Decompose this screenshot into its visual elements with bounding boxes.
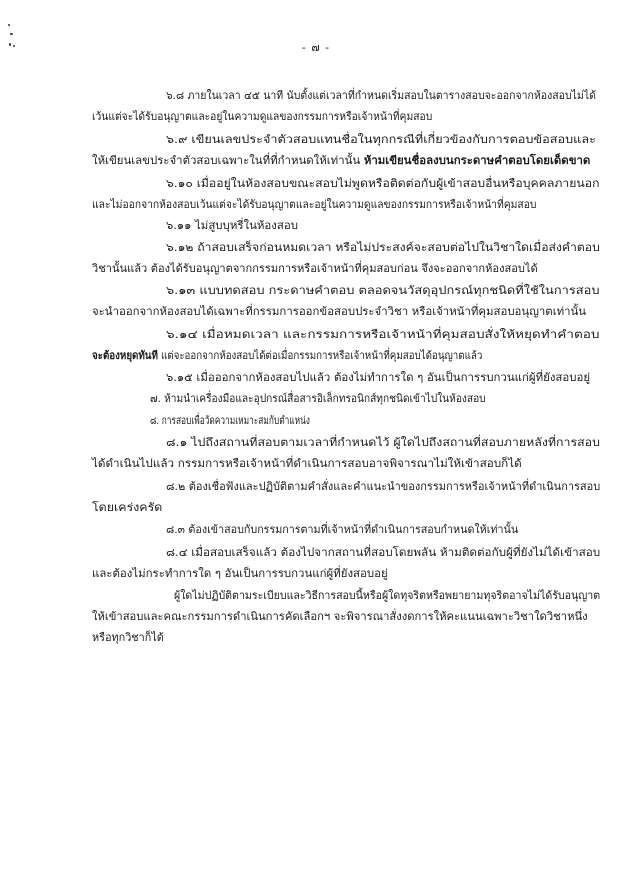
text-line: วิชานั้นแล้ว ต้องได้รับอนุญาตจากกรรมการหรือเจ้าหน้าที่คุมสอบก่อน จึงจะออกจากห้องสอบได้ bbox=[92, 262, 538, 275]
emphasis-text: ห้ามเขียนชื่อลงบนกระดาษคำตอบโดยเด็ดขาด bbox=[363, 154, 591, 167]
text-line: จะนำออกจากห้องสอบได้เฉพาะที่กรรมการออกข้อสอบประจำวิชา หรือเจ้าหน้าที่คุมสอบอนุญาตเท่านั้น bbox=[92, 305, 587, 318]
text-line: หรือทุกวิชาก็ได้ bbox=[92, 631, 164, 644]
scan-speck bbox=[8, 24, 10, 26]
text-line: ๘. การสอบเพื่อวัดความเหมาะสมกับตำแหน่ง bbox=[150, 414, 310, 427]
text-line: ๖.๑๑ ไม่สูบบุหรี่ในห้องสอบ bbox=[166, 219, 298, 232]
text-line: ๘.๒ ต้องเชื่อฟังและปฏิบัติตามคำสั่งและคำแนะนำของกรรมการหรือเจ้าหน้าที่ดำเนินการสอบ bbox=[166, 480, 601, 493]
text-line: ๖.๑๕ เมื่อออกจากห้องสอบไปแล้ว ต้องไม่ทำการใด ๆ อันเป็นการรบกวนแก่ผู้ที่ยังสอบอยู่ bbox=[166, 371, 591, 384]
text-segment: แต่จะออกจากห้องสอบได้ต่อเมื่อกรรมการหรือเจ้าหน้าที่คุมสอบได้อนุญาตแล้ว bbox=[157, 349, 483, 362]
text-line: และต้องไม่กระทำการใด ๆ อันเป็นการรบกวนแก่ผู้ที่ยังสอบอยู่ bbox=[92, 567, 388, 580]
text-segment: ให้เขียนเลขประจำตัวสอบเฉพาะในที่ที่กำหนดให้เท่านั้น bbox=[92, 154, 364, 167]
text-line: ผู้ใดไม่ปฏิบัติตามระเบียบและวิธีการสอบนี้หรือผู้ใดทุจริตหรือพยายามทุจริตอาจไม่ได้รับอนุญาต bbox=[174, 589, 601, 602]
text-line: ได้ดำเนินไปแล้ว กรรมการหรือเจ้าหน้าที่ดำเนินการสอบอาจพิจารณาไม่ให้เข้าสอบก็ได้ bbox=[92, 457, 522, 470]
text-line: โดยเคร่งครัด bbox=[92, 501, 163, 514]
text-line: ๖.๑๐ เมื่ออยู่ในห้องสอบขณะสอบไม่พูดหรือติดต่อกับผู้เข้าสอบอื่นหรือบุคคลภายนอก bbox=[166, 177, 600, 190]
text-line bbox=[92, 349, 482, 363]
page-number: - ๗ - bbox=[301, 41, 331, 54]
text-line bbox=[92, 154, 590, 168]
text-line: ๘.๔ เมื่อสอบเสร็จแล้ว ต้องไปจากสถานที่สอบโดยพลัน ห้ามติดต่อกับผู้ที่ยังไม่ได้เข้าสอบ bbox=[166, 546, 601, 559]
text-line: ๖.๑๔ เมื่อหมดเวลา และกรรมการหรือเจ้าหน้าที่คุมสอบสั่งให้หยุดทำคำตอบ bbox=[166, 328, 600, 341]
text-line: เว้นแต่จะได้รับอนุญาตและอยู่ในความดูแลของกรรมการหรือเจ้าหน้าที่คุมสอบ bbox=[92, 110, 433, 123]
text-line: ๘.๓ ต้องเข้าสอบกับกรรมการตามที่เจ้าหน้าที่ดำเนินการสอบกำหนดให้เท่านั้น bbox=[166, 523, 519, 536]
text-line: ให้เข้าสอบและคณะกรรมการดำเนินการคัดเลือกฯ จะพิจารณาสั่งงดการให้คะแนนเฉพาะวิชาใดวิชาหนึ่ง bbox=[92, 610, 588, 623]
text-line: ๖.๑๓ แบบทดสอบ กระดาษคำตอบ ตลอดจนวัสดุอุปกรณ์ทุกชนิดที่ใช้ในการสอบ bbox=[166, 284, 600, 297]
emphasis-text: จะต้องหยุดทันที bbox=[92, 349, 158, 362]
text-line: และไม่ออกจากห้องสอบเว้นแต่จะได้รับอนุญาตและอยู่ในความดูแลของกรรมการหรือเจ้าหน้าที่คุมสอบ bbox=[92, 198, 537, 211]
text-line: ๖.๘ ภายในเวลา ๔๕ นาที นับตั้งแต่เวลาที่กำหนดเริ่มสอบในตารางสอบจะออกจากห้องสอบไม่ได้ bbox=[166, 89, 596, 102]
text-line: ๘.๑ ไปถึงสถานที่สอบตามเวลาที่กำหนดไว้ ผู้ใดไปถึงสถานที่สอบภายหลังที่การสอบ bbox=[166, 436, 600, 449]
scan-speck bbox=[10, 33, 13, 35]
text-line: ๖.๑๒ ถ้าสอบเสร็จก่อนหมดเวลา หรือไม่ประสงค์จะสอบต่อไปในวิชาใดเมื่อส่งคำตอบ bbox=[166, 241, 600, 254]
text-line: ๖.๙ เขียนเลขประจำตัวสอบแทนชื่อในทุกกรณีที่เกี่ยวข้องกับการตอบข้อสอบและ bbox=[166, 133, 596, 146]
text-line: ๗. ห้ามนำเครื่องมือและอุปกรณ์สื่อสารอิเล็กทรอนิกส์ทุกชนิดเข้าไปในห้องสอบ bbox=[150, 392, 486, 405]
